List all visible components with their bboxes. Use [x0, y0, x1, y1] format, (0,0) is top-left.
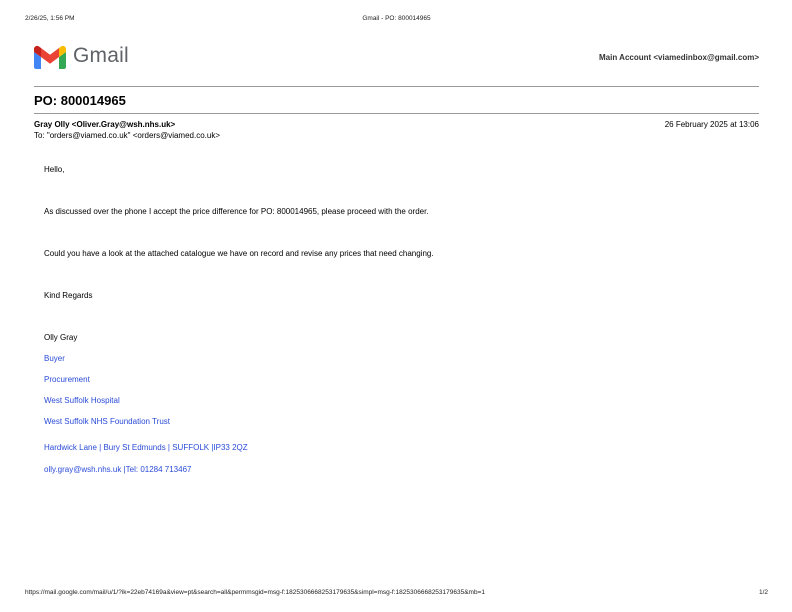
email-to: To: "orders@viamed.co.uk" <orders@viamed.co.uk>: [34, 131, 220, 140]
print-page-number: 1/2: [758, 589, 768, 596]
sender-name: Gray Olly <Oliver.Gray@wsh.nhs.uk>: [34, 120, 176, 129]
account-label: Main Account <viamedinbox@gmail.com>: [599, 53, 759, 62]
signature-address: Hardwick Lane | Bury St Edmunds | SUFFOLK |IP33 2QZ: [44, 443, 248, 452]
email-paragraph-1: As discussed over the phone I accept the price difference for PO: 800014965, please proceed with the order.: [44, 207, 429, 216]
print-url: https://mail.google.com/mail/u/1/?ik=22eb74169a&view=pt&search=all&permmsgid=msg-f:1825306668253179635&simpl=msg-f:1825306668253179635&mb=1: [25, 589, 485, 596]
gmail-logo-icon: [34, 45, 66, 69]
signature-tel: |Tel: 01284 713467: [121, 465, 192, 474]
email-subject: PO: 800014965: [34, 93, 126, 108]
email-date: 26 February 2025 at 13:06: [664, 120, 759, 129]
signature-contact: [44, 465, 191, 474]
email-greeting: Hello,: [44, 165, 65, 174]
divider: [34, 86, 759, 87]
print-page-title: Gmail - PO: 800014965: [362, 15, 431, 22]
email-from: [34, 120, 175, 129]
gmail-wordmark: Gmail: [73, 44, 129, 67]
signature-title: Buyer: [44, 354, 65, 363]
signature-name: Olly Gray: [44, 333, 78, 342]
signature-hospital: West Suffolk Hospital: [44, 396, 120, 405]
print-header: [25, 15, 768, 25]
signature-trust: West Suffolk NHS Foundation Trust: [44, 417, 170, 426]
print-datetime: 2/26/25, 1:56 PM: [25, 15, 75, 22]
signature-email-link[interactable]: olly.gray@wsh.nhs.uk: [44, 465, 122, 474]
email-paragraph-2: Could you have a look at the attached catalogue we have on record and revise any prices that need changing.: [44, 249, 434, 258]
signature-department: Procurement: [44, 375, 90, 384]
divider: [34, 113, 759, 114]
print-footer: [25, 589, 768, 599]
gmail-header: [34, 44, 759, 74]
email-closing: Kind Regards: [44, 291, 93, 300]
